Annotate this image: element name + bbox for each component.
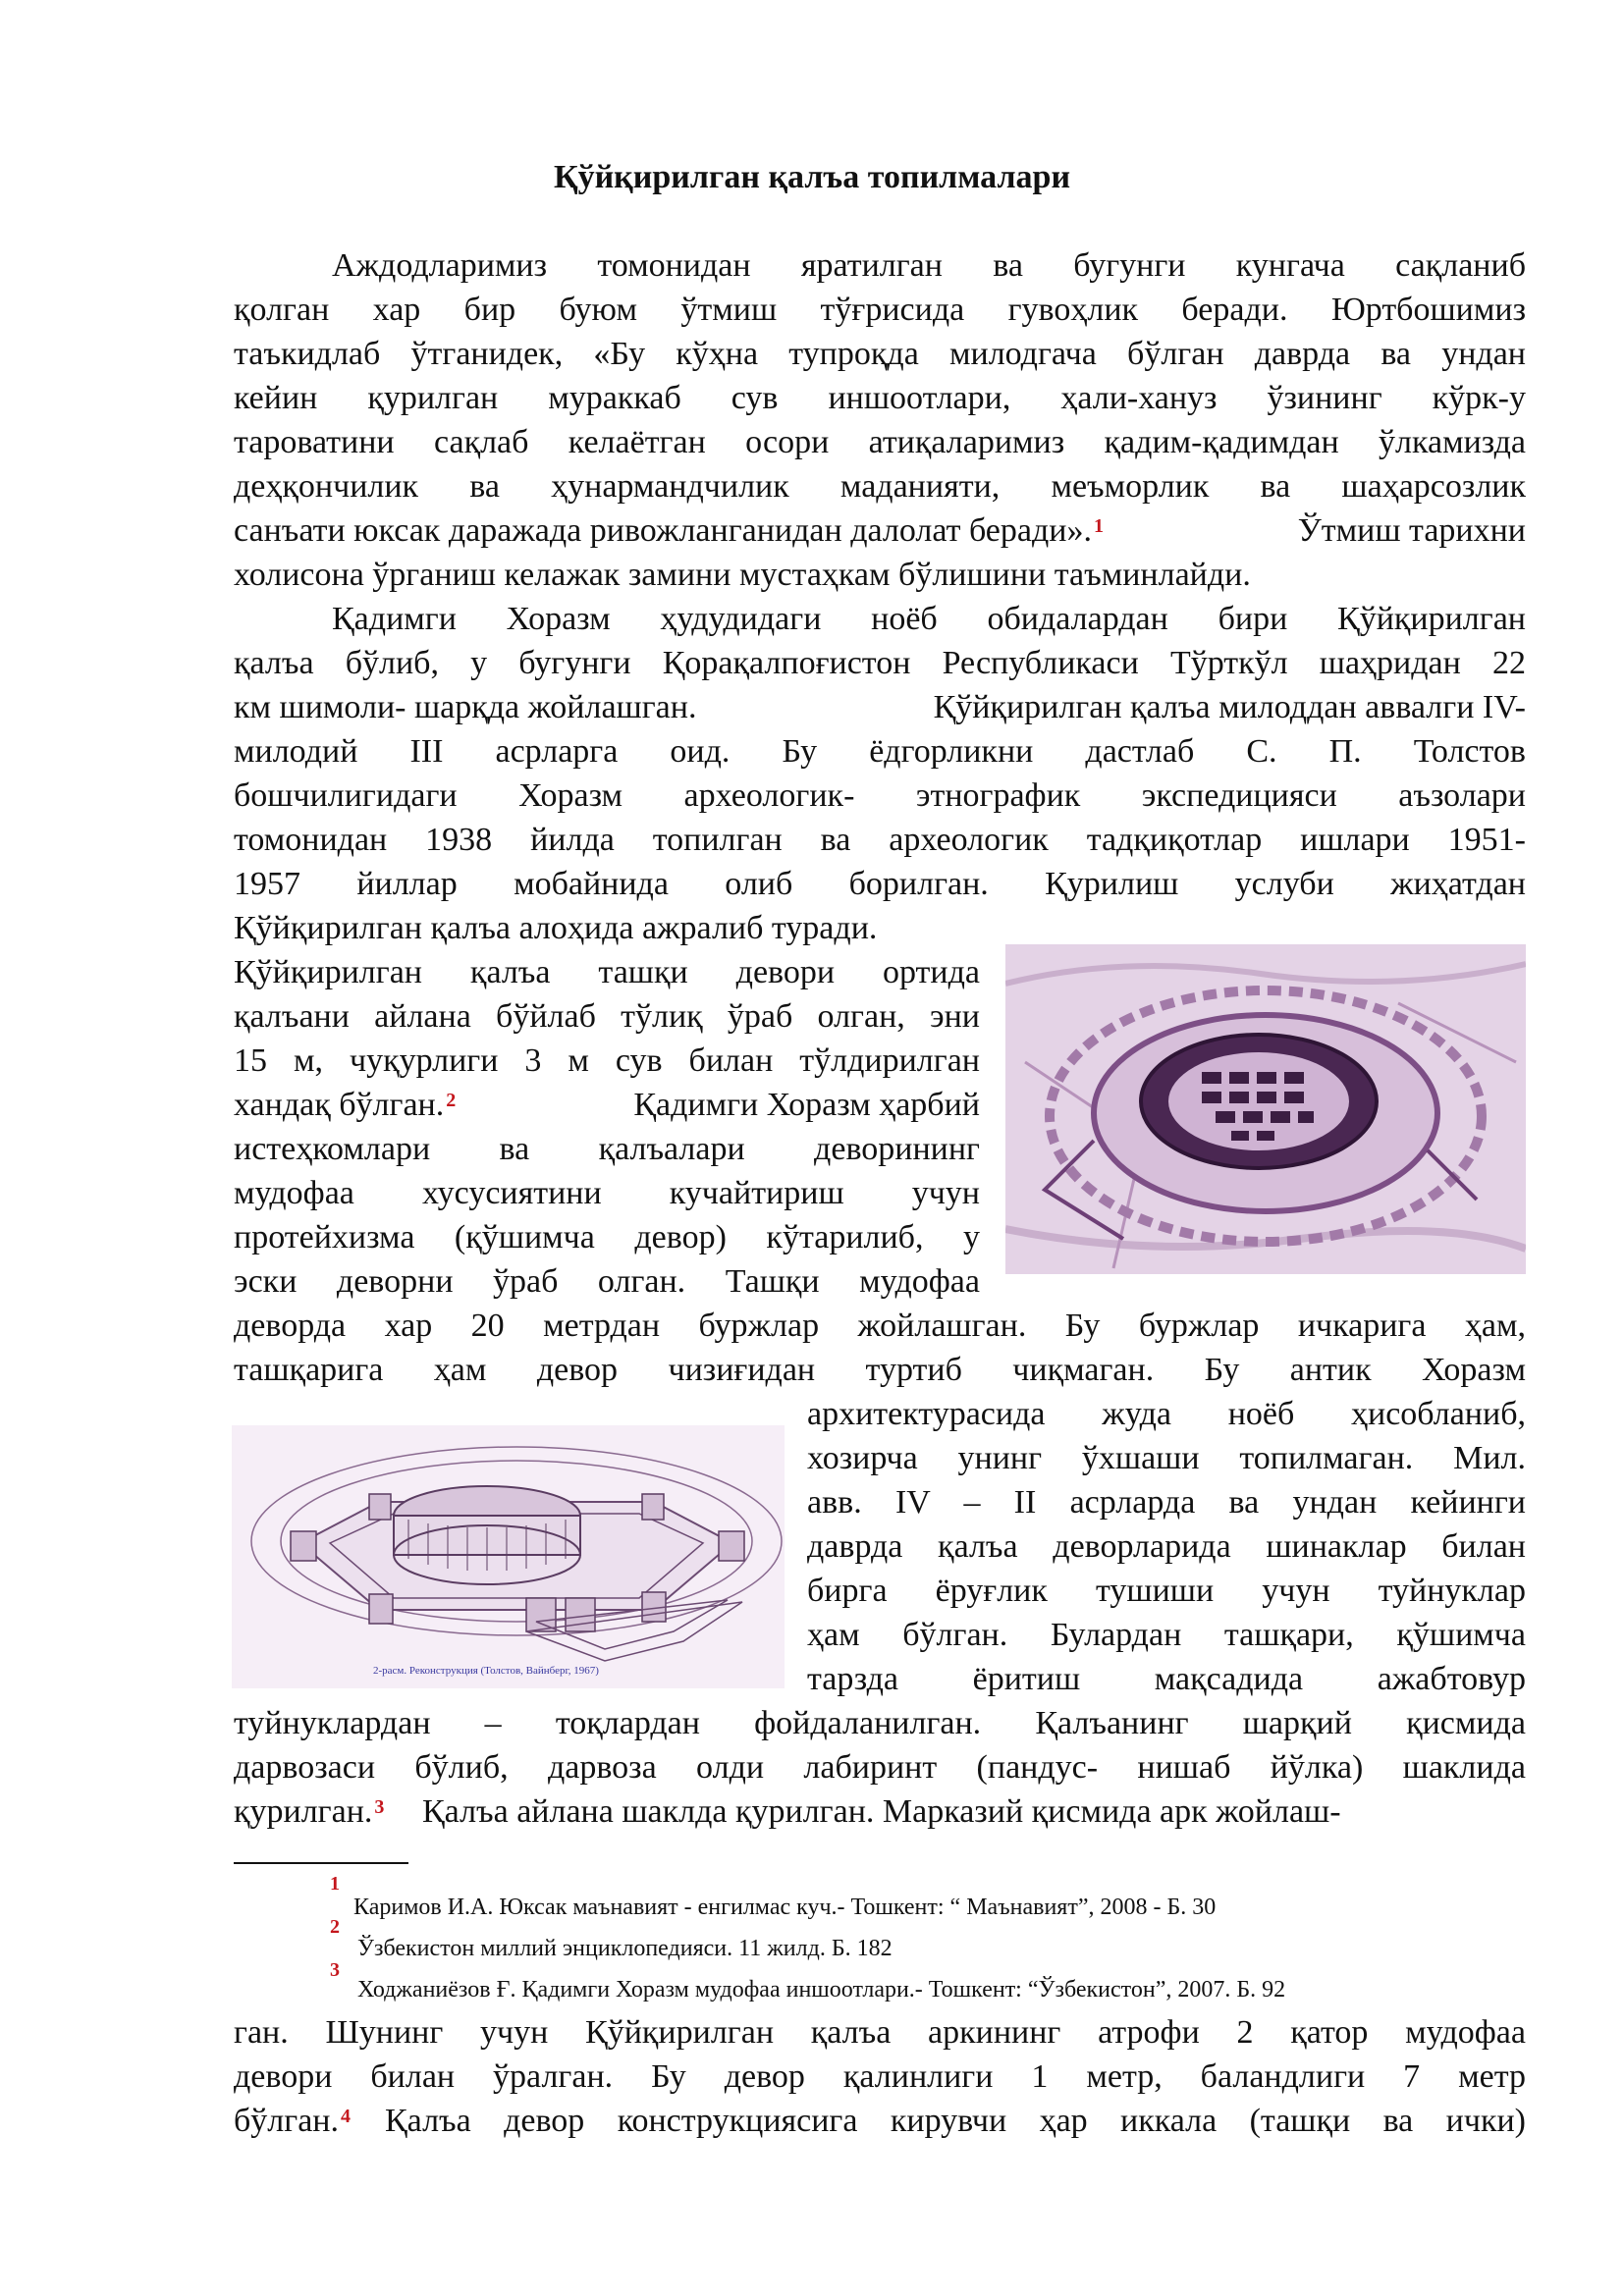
- text-line: деворда хар 20 метрдан буржлар жойлашган. Бу буржлар ичкарига ҳам,: [234, 1308, 1526, 1344]
- text-line: Аждодларимиз томонидан яратилган ва бугунги кунгача сақланиб: [332, 247, 1526, 284]
- text-segment: санъати юксак даражада ривожланганидан далолат беради».: [234, 512, 1092, 549]
- text-line: Қалъа девор конструкциясига кирувчи ҳар иккала (ташқи ва ички): [385, 2103, 1526, 2139]
- text-line: Қадимги Хоразм ҳудудидаги ноёб обидалардан бири Қўйқирилган: [332, 601, 1526, 637]
- figure-caption: 2-расм. Реконструкция (Толстов, Вайнберг, 1967): [373, 1665, 599, 1677]
- text-line: Қўйқирилган қалъа алоҳида ажралиб туради.: [234, 910, 878, 946]
- text-line: Қадимги Хоразм ҳарбий: [633, 1087, 980, 1123]
- text-line: милодий III асрларга оид. Бу ёдгорликни дастлаб С. П. Толстов: [234, 733, 1526, 770]
- text-segment: қурилган.: [234, 1793, 373, 1830]
- text-line: Қўйқирилган қалъа милоддан аввалги IV-: [933, 689, 1526, 725]
- text-line: 1957 йиллар мобайнида олиб борилган. Қурилиш услуби жиҳатдан: [234, 866, 1526, 902]
- text-line: 15 м, чуқурлиги 3 м сув билан тўлдирилган: [234, 1042, 980, 1079]
- text-line: Ўтмиш тарихни: [1297, 512, 1526, 549]
- footnote-text: Ўзбекистон миллий энциклопедияси. 11 жилд. Б. 182: [357, 1936, 893, 1961]
- text-line: истеҳкомлари ва қалъалари деворининг: [234, 1131, 980, 1167]
- footnote-text: Каримов И.А. Юксак маънавият - енгилмас куч.- Тошкент: “ Маънавият”, 2008 - Б. 30: [353, 1895, 1217, 1920]
- text-line: Қалъа айлана шаклда қурилган. Марказий қисмида арк жойлаш-: [422, 1793, 1341, 1830]
- footnote-number: 2: [330, 1916, 340, 1938]
- text-line: томонидан 1938 йилда топилган ва археологик тадқиқотлар ишлари 1951-: [234, 822, 1526, 858]
- text-line: протейхизма (қўшимча девор) кўтарилиб, у: [234, 1219, 980, 1255]
- text-line: туйнуклардан – тоқлардан фойдаланилган. Қалъанинг шарқий қисмида: [234, 1705, 1526, 1741]
- text-line: қолган хар бир буюм ўтмиш тўғрисида гувоҳлик беради. Юртбошимиз: [234, 292, 1526, 328]
- text-line: кейин қурилган мураккаб сув иншоотлари, ҳали-хануз ўзининг кўрк-у: [234, 380, 1526, 416]
- text-line: Қўйқирилган қалъа ташқи девори ортида: [234, 954, 980, 990]
- text-line: авв. IV – II асрларда ва ундан кейинги: [807, 1484, 1526, 1521]
- text-line: хозирча унинг ўхшаши топилмаган. Мил.: [807, 1440, 1526, 1476]
- text-line: ган. Шунинг учун Қўйқирилган қалъа аркининг атрофи 2 қатор мудофаа: [234, 2014, 1526, 2051]
- text-line: тарзда ёритиш мақсадида ажабтовур: [807, 1661, 1526, 1697]
- text-line: архитектурасида жуда ноёб ҳисобланиб,: [807, 1396, 1526, 1432]
- text-line: холисона ўрганиш келажак замини мустаҳкам бўлишини таъминлайди.: [234, 557, 1251, 593]
- footnote-mark: 1: [1093, 515, 1104, 537]
- footnote-mark: 4: [341, 2106, 351, 2127]
- footnote-mark: 3: [374, 1796, 385, 1818]
- text-line: дарвозаси бўлиб, дарвоза олди лабиринт (пандус- нишаб йўлка) шаклида: [234, 1749, 1526, 1786]
- footnote-text: Ходжаниёзов Ғ. Қадимги Хоразм мудофаа иншоотлари.- Тошкент: “Ўзбекистон”, 2007. Б. 92: [357, 1977, 1286, 2002]
- text-line: [234, 508, 1225, 553]
- text-line: қалъа бўлиб, у бугунги Қорақалпоғистон Республикаси Тўрткўл шаҳридан 22: [234, 645, 1526, 681]
- footnote-separator: [234, 1862, 408, 1864]
- text-line: бирга ёруғлик тушиши учун туйнуклар: [807, 1573, 1526, 1609]
- text-line: ҳам бўлган. Булардан ташқари, қўшимча: [807, 1617, 1526, 1653]
- text-line: ташқарига ҳам девор чизиғидан туртиб чиқмаган. Бу антик Хоразм: [234, 1352, 1526, 1388]
- text-line: [234, 1083, 528, 1127]
- text-line: даврда қалъа деворларида шинаклар билан: [807, 1528, 1526, 1565]
- text-line: таъкидлаб ўтганидек, «Бу кўҳна тупроқда милодгача бўлган даврда ва ундан: [234, 336, 1526, 372]
- footnote-number: 3: [330, 1959, 340, 1981]
- page-title: Қўйқирилган қалъа топилмалари: [553, 159, 1071, 195]
- text-line: девори билан ўралган. Бу девор қалинлиги 1 метр, баландлиги 7 метр: [234, 2058, 1526, 2095]
- text-line: км шимоли- шарқда жойлашган.: [234, 689, 697, 725]
- aerial-photo: [1005, 944, 1526, 1274]
- reconstruction-figure: [232, 1425, 785, 1688]
- text-line: тароватини сақлаб келаётган осори атиқаларимиз қадим-қадимдан ўлкамизда: [234, 424, 1526, 460]
- text-segment: хандақ бўлган.: [234, 1087, 445, 1123]
- footnote-number: 1: [330, 1873, 340, 1895]
- text-line: бошчилигидаги Хоразм археологик- этнографик экспедицияси аъзолари: [234, 777, 1526, 814]
- text-segment: бўлган.: [234, 2103, 339, 2139]
- text-line: мудофаа хусусиятини кучайтириш учун: [234, 1175, 980, 1211]
- text-line: [234, 2099, 381, 2143]
- text-line: деҳқончилик ва ҳунармандчилик маданияти, меъморлик ва шаҳарсозлик: [234, 468, 1526, 505]
- text-line: эски деворни ўраб олган. Ташқи мудофаа: [234, 1263, 980, 1300]
- text-line: [234, 1789, 420, 1834]
- footnote-mark: 2: [446, 1090, 457, 1111]
- text-line: қалъани айлана бўйлаб тўлиқ ўраб олган, эни: [234, 998, 980, 1035]
